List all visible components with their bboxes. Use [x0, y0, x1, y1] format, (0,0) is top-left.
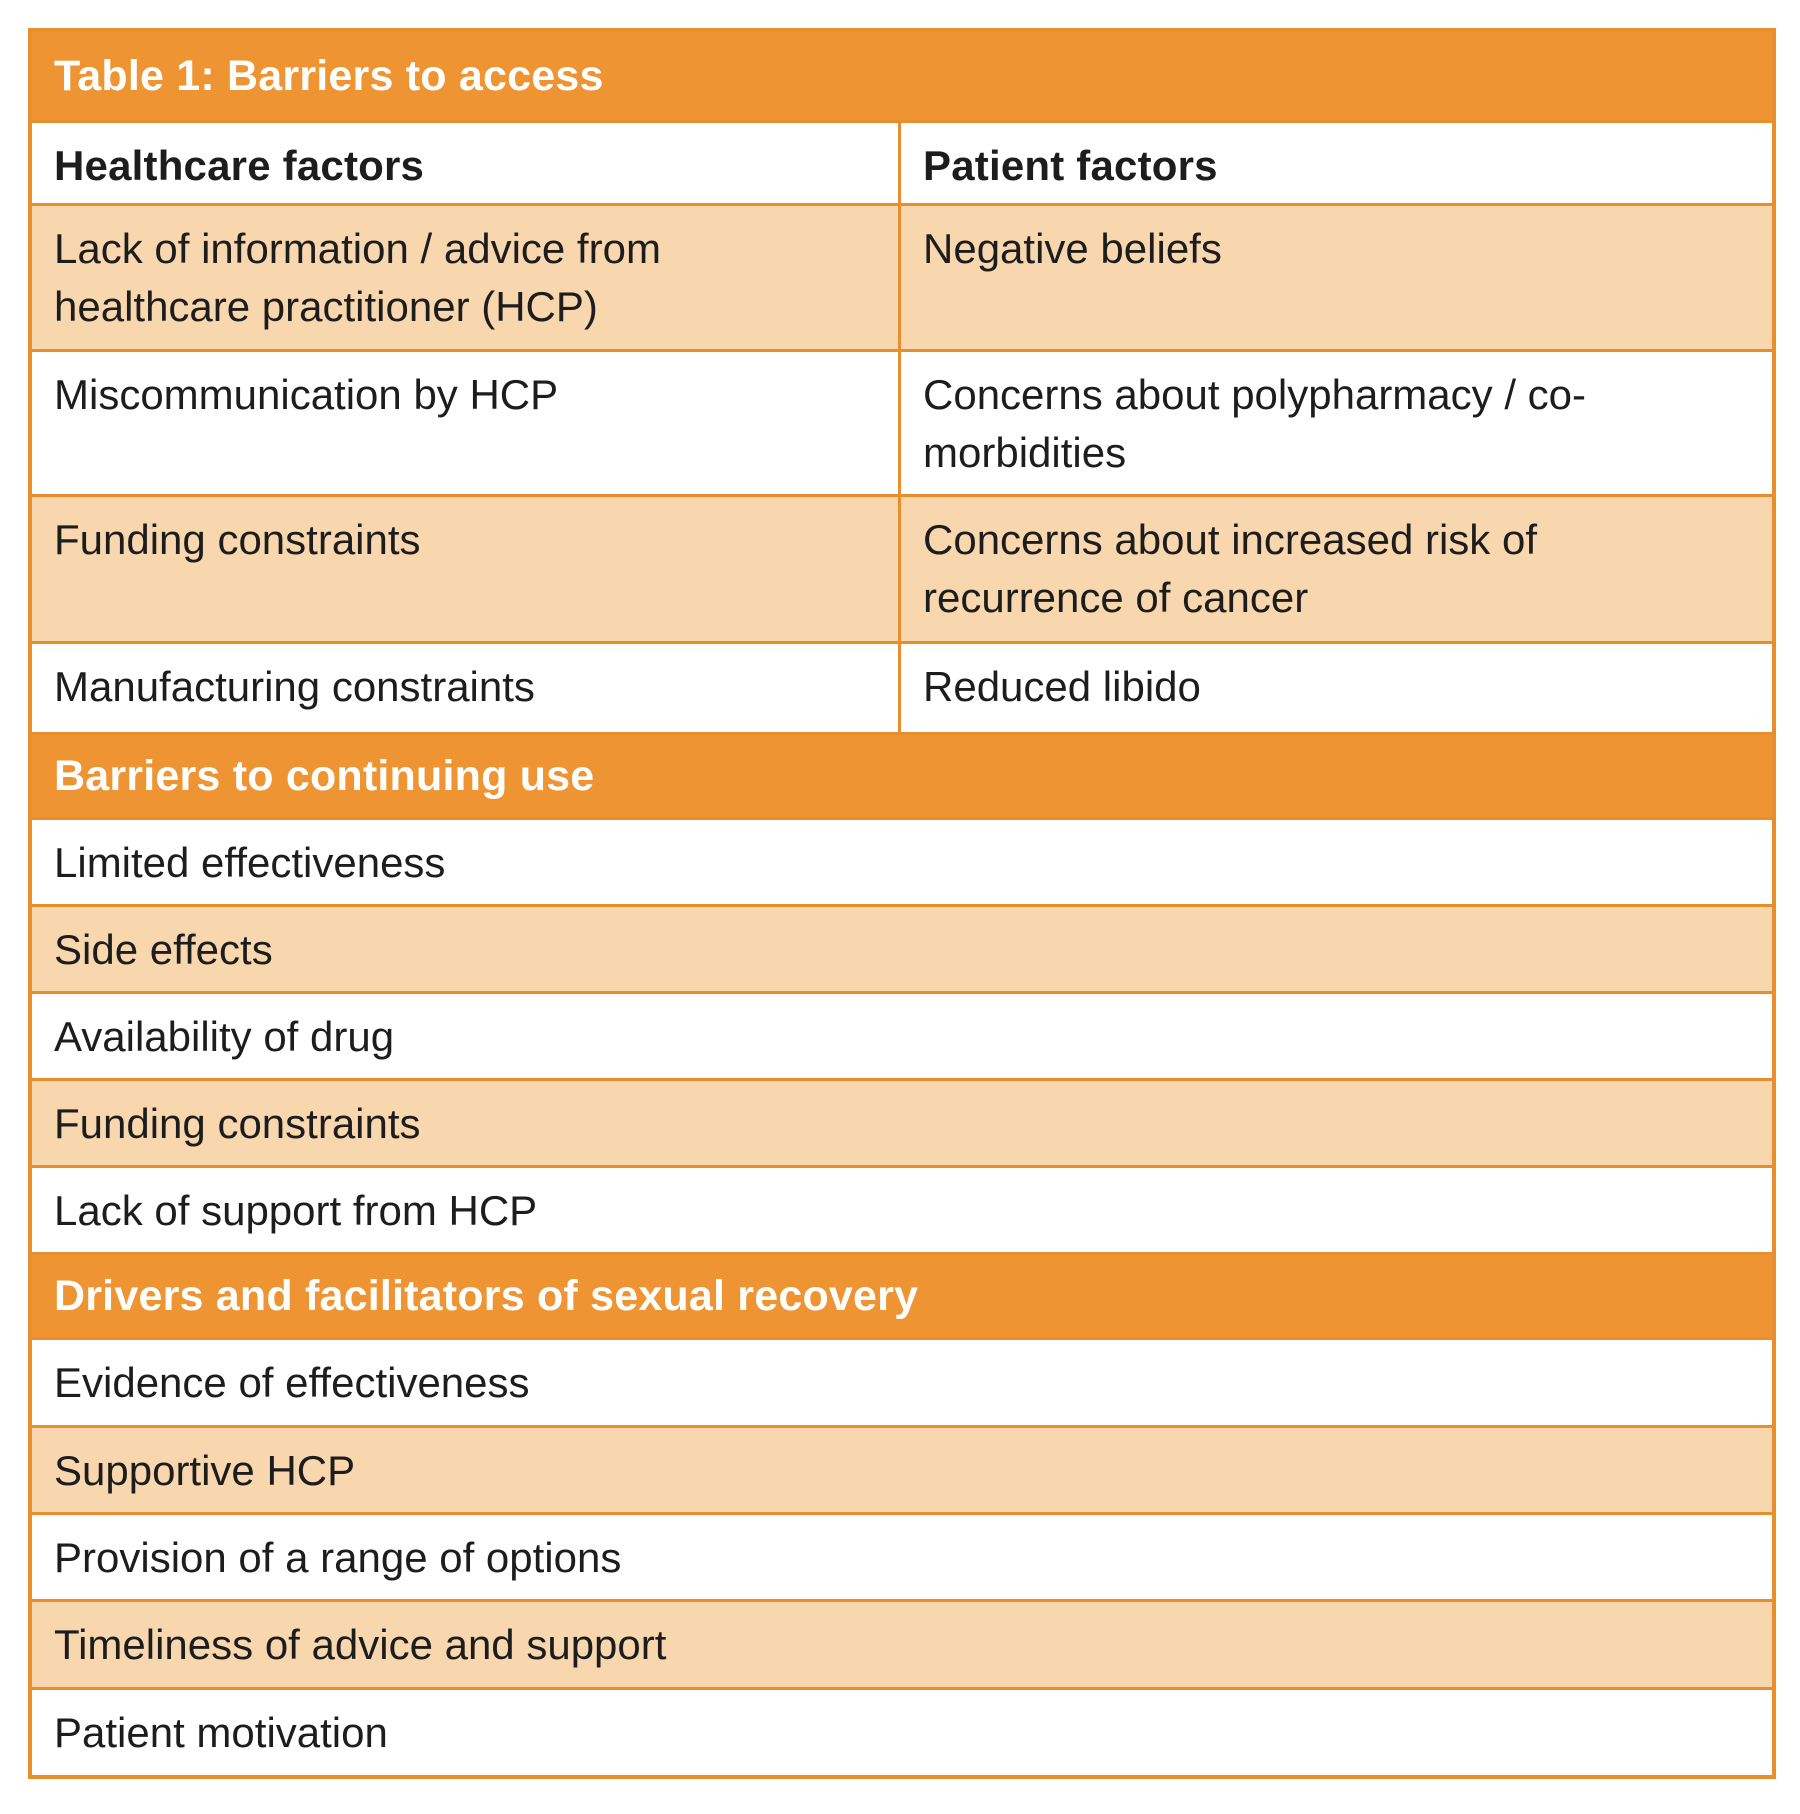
- section-header-continuing-use: Barriers to continuing use: [32, 735, 1772, 817]
- access-row-2-patient: Concerns about increased risk of recurrence of cancer: [901, 497, 1772, 641]
- continuing-row-2: Availability of drug: [32, 994, 1772, 1078]
- access-row-2-healthcare: Funding constraints: [32, 497, 898, 641]
- column-header-healthcare-factors: Healthcare factors: [32, 123, 898, 203]
- access-row-0-patient: Negative beliefs: [901, 206, 1772, 349]
- drivers-row-3: Timeliness of advice and support: [32, 1602, 1772, 1687]
- drivers-row-0: Evidence of effectiveness: [32, 1340, 1772, 1425]
- column-header-patient-factors: Patient factors: [901, 123, 1772, 203]
- section-header-drivers: Drivers and facilitators of sexual recovery: [32, 1255, 1772, 1337]
- continuing-row-4: Lack of support from HCP: [32, 1168, 1772, 1252]
- continuing-row-3: Funding constraints: [32, 1081, 1772, 1165]
- access-row-3-healthcare: Manufacturing constraints: [32, 644, 898, 732]
- table-title: Table 1: Barriers to access: [32, 32, 1772, 120]
- drivers-row-2: Provision of a range of options: [32, 1515, 1772, 1599]
- access-row-3-patient: Reduced libido: [901, 644, 1772, 732]
- access-row-1-patient: Concerns about polypharmacy / co-morbidities: [901, 352, 1772, 494]
- continuing-row-0: Limited effectiveness: [32, 820, 1772, 904]
- continuing-row-1: Side effects: [32, 907, 1772, 991]
- drivers-row-4: Patient motivation: [32, 1690, 1772, 1775]
- drivers-row-1: Supportive HCP: [32, 1428, 1772, 1512]
- barriers-table: [28, 28, 1776, 1779]
- access-row-0-healthcare: Lack of information / advice from healthcare practitioner (HCP): [32, 206, 898, 349]
- access-row-1-healthcare: Miscommunication by HCP: [32, 352, 898, 494]
